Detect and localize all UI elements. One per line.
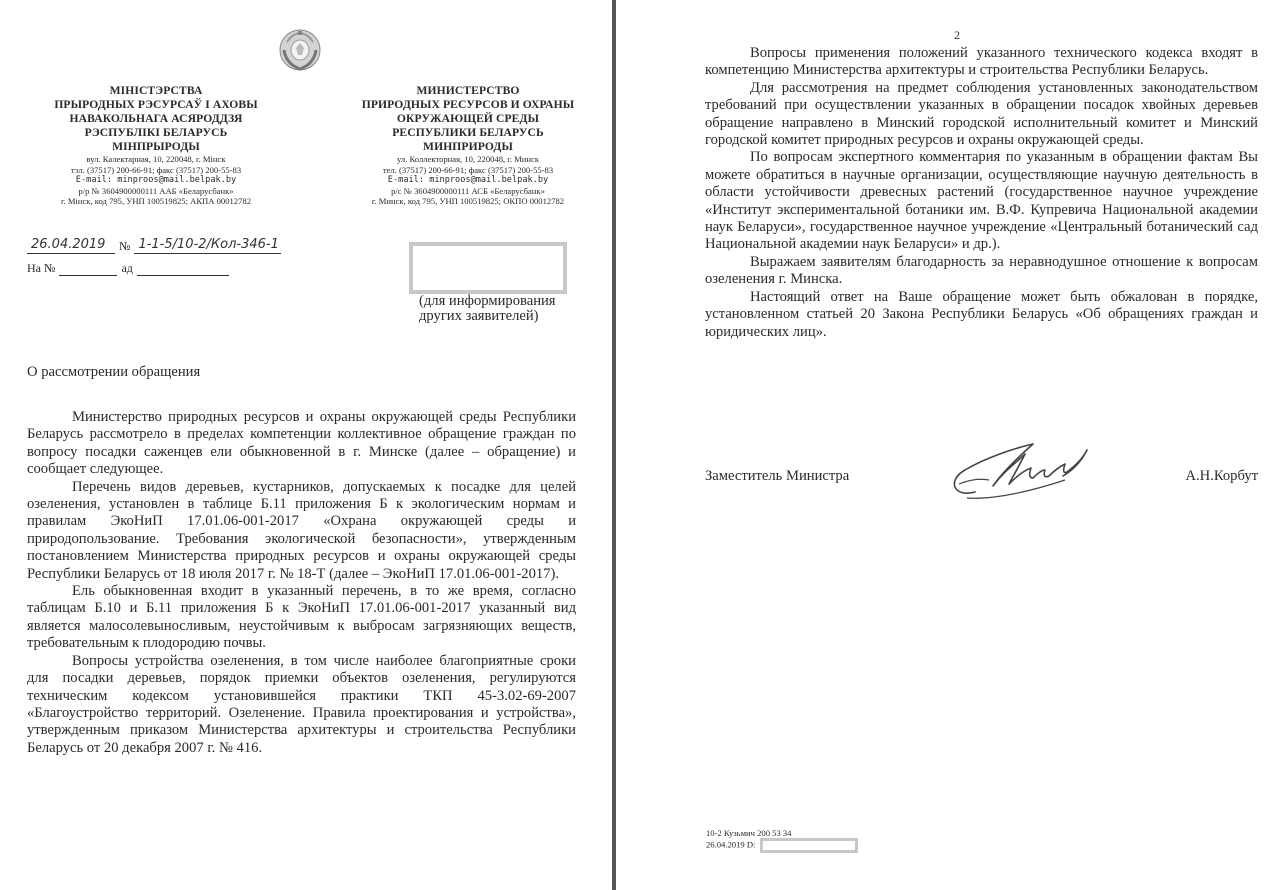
org-name-line: ОКРУЖАЮЩЕЙ СРЕДЫ (396, 112, 540, 125)
signatory-title: Заместитель Министра (705, 468, 850, 484)
org-name-line: РЕСПУБЛИКИ БЕЛАРУСЬ (392, 126, 544, 139)
state-emblem-icon (278, 28, 322, 72)
redacted-recipient (409, 242, 567, 294)
reference-block (27, 234, 281, 276)
signatory-name: А.Н.Корбут (1185, 468, 1258, 484)
org-name-line: ПРИРОДНЫХ РЕСУРСОВ И ОХРАНЫ (361, 98, 575, 111)
org-name-line: МІНІСТЭРСТВА (109, 84, 203, 97)
org-name-line: МИНИСТЕРСТВО (416, 84, 520, 97)
outgoing-number: 1-1-5/10-2/Кол-346-1 (134, 237, 280, 254)
paragraph: Министерство природных ресурсов и охраны окружающей среды Республики Беларусь рассмотрело в пределах компетенции коллективное обращение граждан по вопросу посадки саженцев ели обыкновенной в г. Минске (далее – обращение) и сообщает следующее. (27, 409, 576, 478)
paragraph: По вопросам экспертного комментария по указанным в обращении фактам Вы можете обратиться в научные организации, осуществляющие научную деятельность в области устойчивости древесных растений (государственное научное учреждение «Институт экспериментальной ботаники им. В.Ф. Купревича Национальной академии наук Беларуси», государственное научное учреждение «Центральный ботанический сад Национальной академии наук Беларуси» и др.). (705, 149, 1258, 253)
recipient-note (419, 294, 556, 324)
paragraph: Вопросы применения положений указанного технического кодекса входят в компетенцию Министерства архитектуры и строительства Республики Беларусь. (705, 45, 1258, 79)
paragraph: Выражаем заявителям благодарность за неравнодушное отношение к вопросам озеленения г. Минска. (705, 253, 1258, 288)
org-short-name: МІНПРЫРОДЫ (112, 140, 200, 153)
letter-body (705, 45, 1258, 341)
org-address: вул. Калектарная, 10, 220048, г. Мінск (86, 154, 226, 164)
footer-date: 26.04.2019 D: (706, 839, 756, 850)
org-email: E-mail: minproos@mail.belpak.by (75, 175, 237, 186)
letterhead-belarusian (8, 84, 304, 207)
number-label: № (119, 239, 131, 253)
org-name-line: НАВАКОЛЬНАГА АСЯРОДДЗЯ (69, 112, 243, 125)
org-codes: г. Минск, код 795, УНП 100519825; ОКПО 00012782 (371, 196, 565, 207)
letter-subject: О рассмотрении обращения (27, 364, 201, 380)
org-bank: р/с № 3604900000111 АСБ «Беларусбанк» (391, 185, 545, 196)
paragraph: Настоящий ответ на Ваше обращение может быть обжалован в порядке, установленном статьей 20 Закона Республики Беларусь «Об обращениях граждан и юридических лиц». (705, 288, 1258, 340)
org-bank: р/р № 3604900000111 ААБ «Беларусбанк» (78, 185, 234, 196)
paragraph: Перечень видов деревьев, кустарников, допускаемых к посадке для целей озеленения, установлен в таблице Б.11 приложения Б к экологическим нормам и правилам ЭкоНиП 17.01.06-001-2017 «Охрана окружающей среды и природопользование. Требования экологической безопасности», утвержденным постановлением Министерства природных ресурсов и охраны окружающей среды Республики Беларусь от 18 июля 2017 г. № 18-Т (далее – ЭкоНиП 17.01.06-001-2017). (27, 478, 576, 582)
page-number: 2 (954, 28, 960, 42)
org-email: E-mail: minproos@mail.belpak.by (387, 175, 549, 186)
org-codes: г. Мінск, код 795, УНП 100519825; АКПА 00012782 (61, 196, 251, 207)
paragraph: Для рассмотрения на предмет соблюдения установленных законодательством требований при осуществлении указанных в обращении посадок хвойных деревьев обращение направлено в Минский городской исполнительный комитет и Минский городской комитет природных ресурсов и охраны окружающей среды. (705, 79, 1258, 149)
recipient-note-line: (для информирования (419, 293, 556, 309)
org-phone: тэл. (37517) 200-66-91; факс (37517) 200-55-83 (70, 164, 242, 175)
org-address: ул. Коллекторная, 10, 220048, г. Минск (397, 154, 539, 164)
executor-footer (706, 828, 858, 853)
reply-to-label: На № (27, 261, 56, 275)
letter-body (27, 409, 576, 757)
reply-number-blank (59, 263, 117, 276)
org-short-name: МИНПРИРОДЫ (423, 140, 513, 153)
reply-date-blank (137, 263, 229, 276)
org-phone: тел. (37517) 200-66-91; факс (37517) 200-55-83 (382, 164, 554, 175)
redacted-field (760, 838, 858, 853)
outgoing-date: 26.04.2019 (27, 237, 115, 254)
from-label: ад (121, 261, 133, 275)
org-name-line: ПРЫРОДНЫХ РЭСУРСАЎ І АХОВЫ (54, 98, 258, 111)
letter-page-2 (616, 0, 1280, 890)
recipient-note-line: других заявителей) (419, 308, 539, 324)
letterhead-russian (330, 84, 606, 207)
executor-info: 10-2 Кузьмич 200 53 34 (706, 828, 792, 838)
letter-page-1 (0, 0, 612, 890)
paragraph: Ель обыкновенная входит в указанный перечень, в то же время, согласно таблицам Б.10 и Б.11 приложения Б к ЭкоНиП 17.01.06-001-2017 указанный вид является малосолевыносливым, неустойчивым к выбросам загрязняющих веществ, требовательным к плодородию почвы. (27, 583, 576, 652)
paragraph: Вопросы устройства озеленения, в том числе наиболее благоприятные сроки для посадки деревьев, порядок приемки объектов озеленения, регулируются техническим кодексом установившейся практики ТКП 45-3.02-69-2007 «Благоустройство территорий. Озеленение. Правила проектирования и устройства», утвержденным приказом Министерства архитектуры и строительства Республики Беларусь от 20 декабря 2007 г. № 416. (27, 652, 576, 756)
org-name-line: РЭСПУБЛІКІ БЕЛАРУСЬ (84, 126, 228, 139)
handwritten-signature-icon (945, 440, 1095, 502)
